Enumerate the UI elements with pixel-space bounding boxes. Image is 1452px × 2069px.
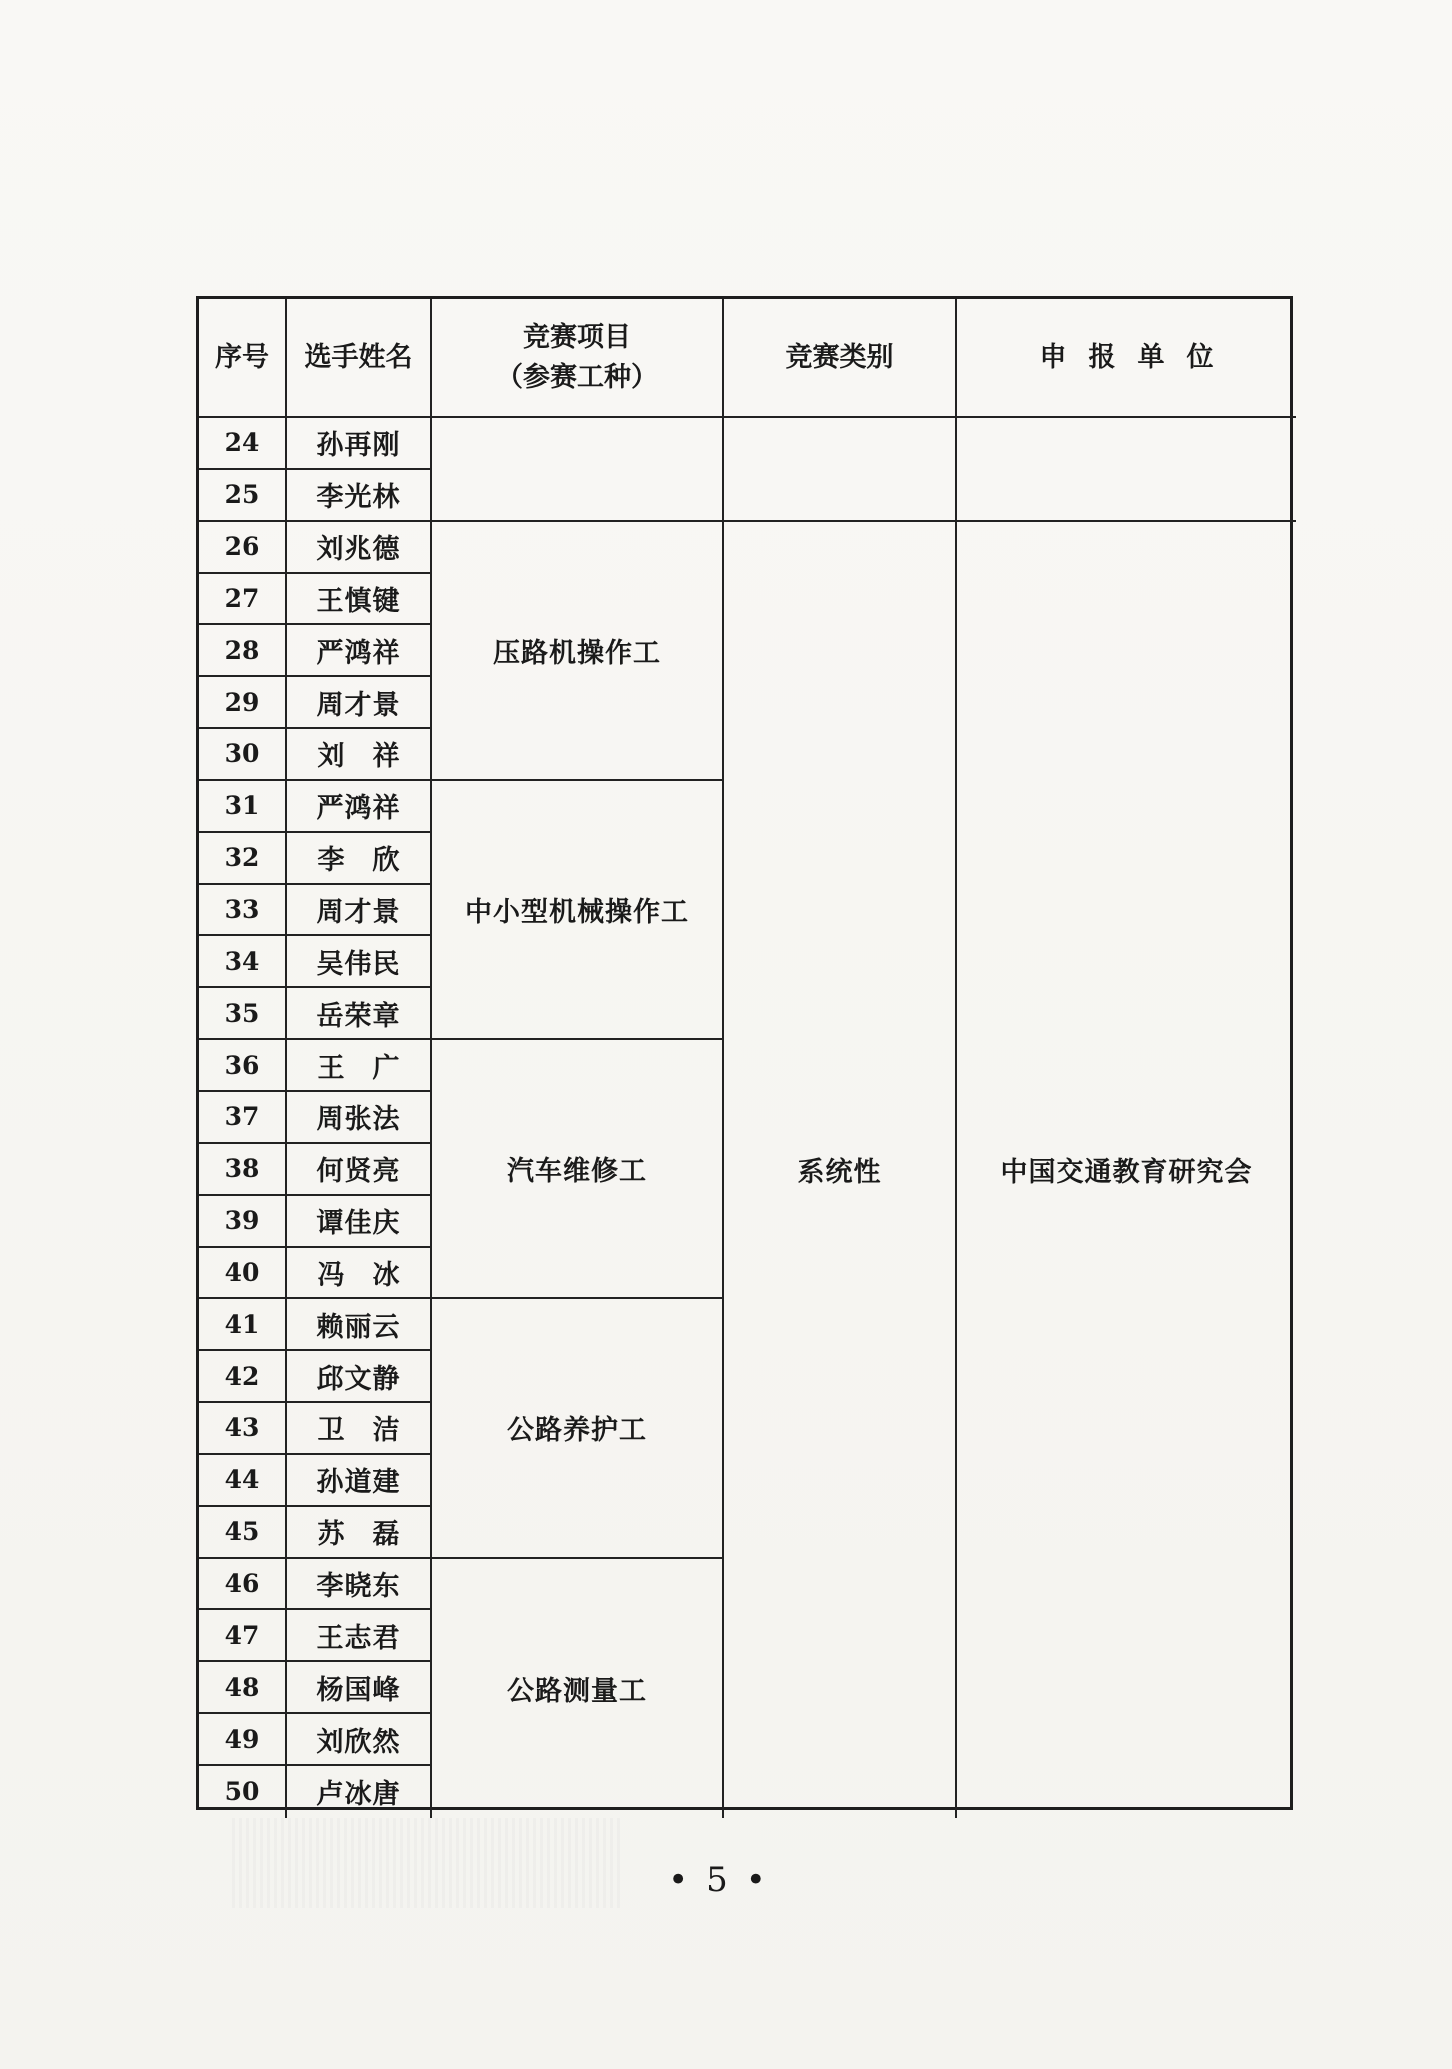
table-row-seq: 46 (199, 1559, 287, 1611)
table-row-seq: 26 (199, 522, 287, 574)
table-row-name-text: 王广 (317, 1052, 428, 1084)
header-project (432, 299, 724, 418)
table-row-name: 邱文静 (287, 1351, 432, 1403)
table-row-name: 周张法 (287, 1092, 432, 1144)
category-cell: 系统性 (724, 522, 957, 1818)
table-row-name: 岳荣章 (287, 988, 432, 1040)
unit-cell-empty (957, 418, 1296, 522)
project-cell: 公路养护工 (432, 1299, 724, 1558)
header-name-label: 选手姓名 (304, 341, 413, 373)
table-row-name: 严鸿祥 (287, 781, 432, 833)
table-row-seq: 50 (199, 1766, 287, 1818)
table-row-seq: 37 (199, 1092, 287, 1144)
table-row-name (287, 1040, 432, 1092)
table-row-name: 王慎键 (287, 574, 432, 626)
table-row-name (287, 1248, 432, 1300)
table-row-seq: 29 (199, 677, 287, 729)
header-unit (957, 299, 1296, 418)
table-row-name (287, 1403, 432, 1455)
table-row-seq: 24 (199, 418, 287, 470)
header-seq-label: 序号 (215, 341, 269, 373)
table-row-name: 刘欣然 (287, 1714, 432, 1766)
table-row-name (287, 1507, 432, 1559)
table-row-name: 何贤亮 (287, 1144, 432, 1196)
table-row-name: 吴伟民 (287, 936, 432, 988)
header-unit-label: 申报单位 (1039, 341, 1236, 373)
table-row-name: 卢冰唐 (287, 1766, 432, 1818)
table-row-seq: 48 (199, 1662, 287, 1714)
page-number: •5• (668, 1860, 784, 1900)
table-row-seq: 34 (199, 936, 287, 988)
header-project-line2: （参赛工种） (496, 361, 658, 393)
table-row-seq: 28 (199, 625, 287, 677)
project-cell: 压路机操作工 (432, 522, 724, 781)
table-row-seq: 31 (199, 781, 287, 833)
table-row-name: 王志君 (287, 1610, 432, 1662)
table-row-name: 谭佳庆 (287, 1196, 432, 1248)
table-row-seq: 43 (199, 1403, 287, 1455)
table-row-name: 严鸿祥 (287, 625, 432, 677)
table-row-seq: 27 (199, 574, 287, 626)
unit-cell: 中国交通教育研究会 (1000, 1157, 1253, 1189)
project-cell (432, 418, 724, 522)
table-row-name (287, 729, 432, 781)
table-row-seq: 25 (199, 470, 287, 522)
project-cell: 中小型机械操作工 (432, 781, 724, 1040)
table-row-seq: 30 (199, 729, 287, 781)
table-row-seq: 33 (199, 885, 287, 937)
table-row-seq: 44 (199, 1455, 287, 1507)
table-row-name (287, 833, 432, 885)
table-row-seq: 47 (199, 1610, 287, 1662)
table-row-seq: 39 (199, 1196, 287, 1248)
header-category (724, 299, 957, 418)
table-row-name: 李晓东 (287, 1559, 432, 1611)
table-row-name: 孙道建 (287, 1455, 432, 1507)
table-row-name: 孙再刚 (287, 418, 432, 470)
category-cell-empty (724, 418, 957, 522)
table-row-seq: 38 (199, 1144, 287, 1196)
table-row-seq: 32 (199, 833, 287, 885)
table-row-name: 周才景 (287, 885, 432, 937)
table-row-seq: 35 (199, 988, 287, 1040)
table-row-name-text: 冯冰 (317, 1259, 428, 1291)
contestant-table (196, 296, 1293, 1810)
table-row-seq: 45 (199, 1507, 287, 1559)
table-row-seq: 41 (199, 1299, 287, 1351)
table-row-name: 刘兆德 (287, 522, 432, 574)
header-category-label: 竞赛类别 (785, 341, 894, 373)
project-cell: 汽车维修工 (432, 1040, 724, 1299)
table-row-seq: 40 (199, 1248, 287, 1300)
table-row-name: 杨国峰 (287, 1662, 432, 1714)
header-project-line1: 竞赛项目 (523, 322, 631, 354)
table-row-seq: 42 (199, 1351, 287, 1403)
header-seq (199, 299, 287, 418)
table-row-seq: 36 (199, 1040, 287, 1092)
table-row-name: 周才景 (287, 677, 432, 729)
project-cell: 公路测量工 (432, 1559, 724, 1818)
table-row-name-text: 刘祥 (317, 741, 428, 773)
table-row-name-text: 卫洁 (317, 1415, 428, 1447)
table-row-name-text: 苏磊 (317, 1519, 428, 1551)
table-row-seq: 49 (199, 1714, 287, 1766)
header-name (287, 299, 432, 418)
table-row-name: 赖丽云 (287, 1299, 432, 1351)
table-row-name-text: 李欣 (317, 845, 428, 877)
table-row-name: 李光林 (287, 470, 432, 522)
